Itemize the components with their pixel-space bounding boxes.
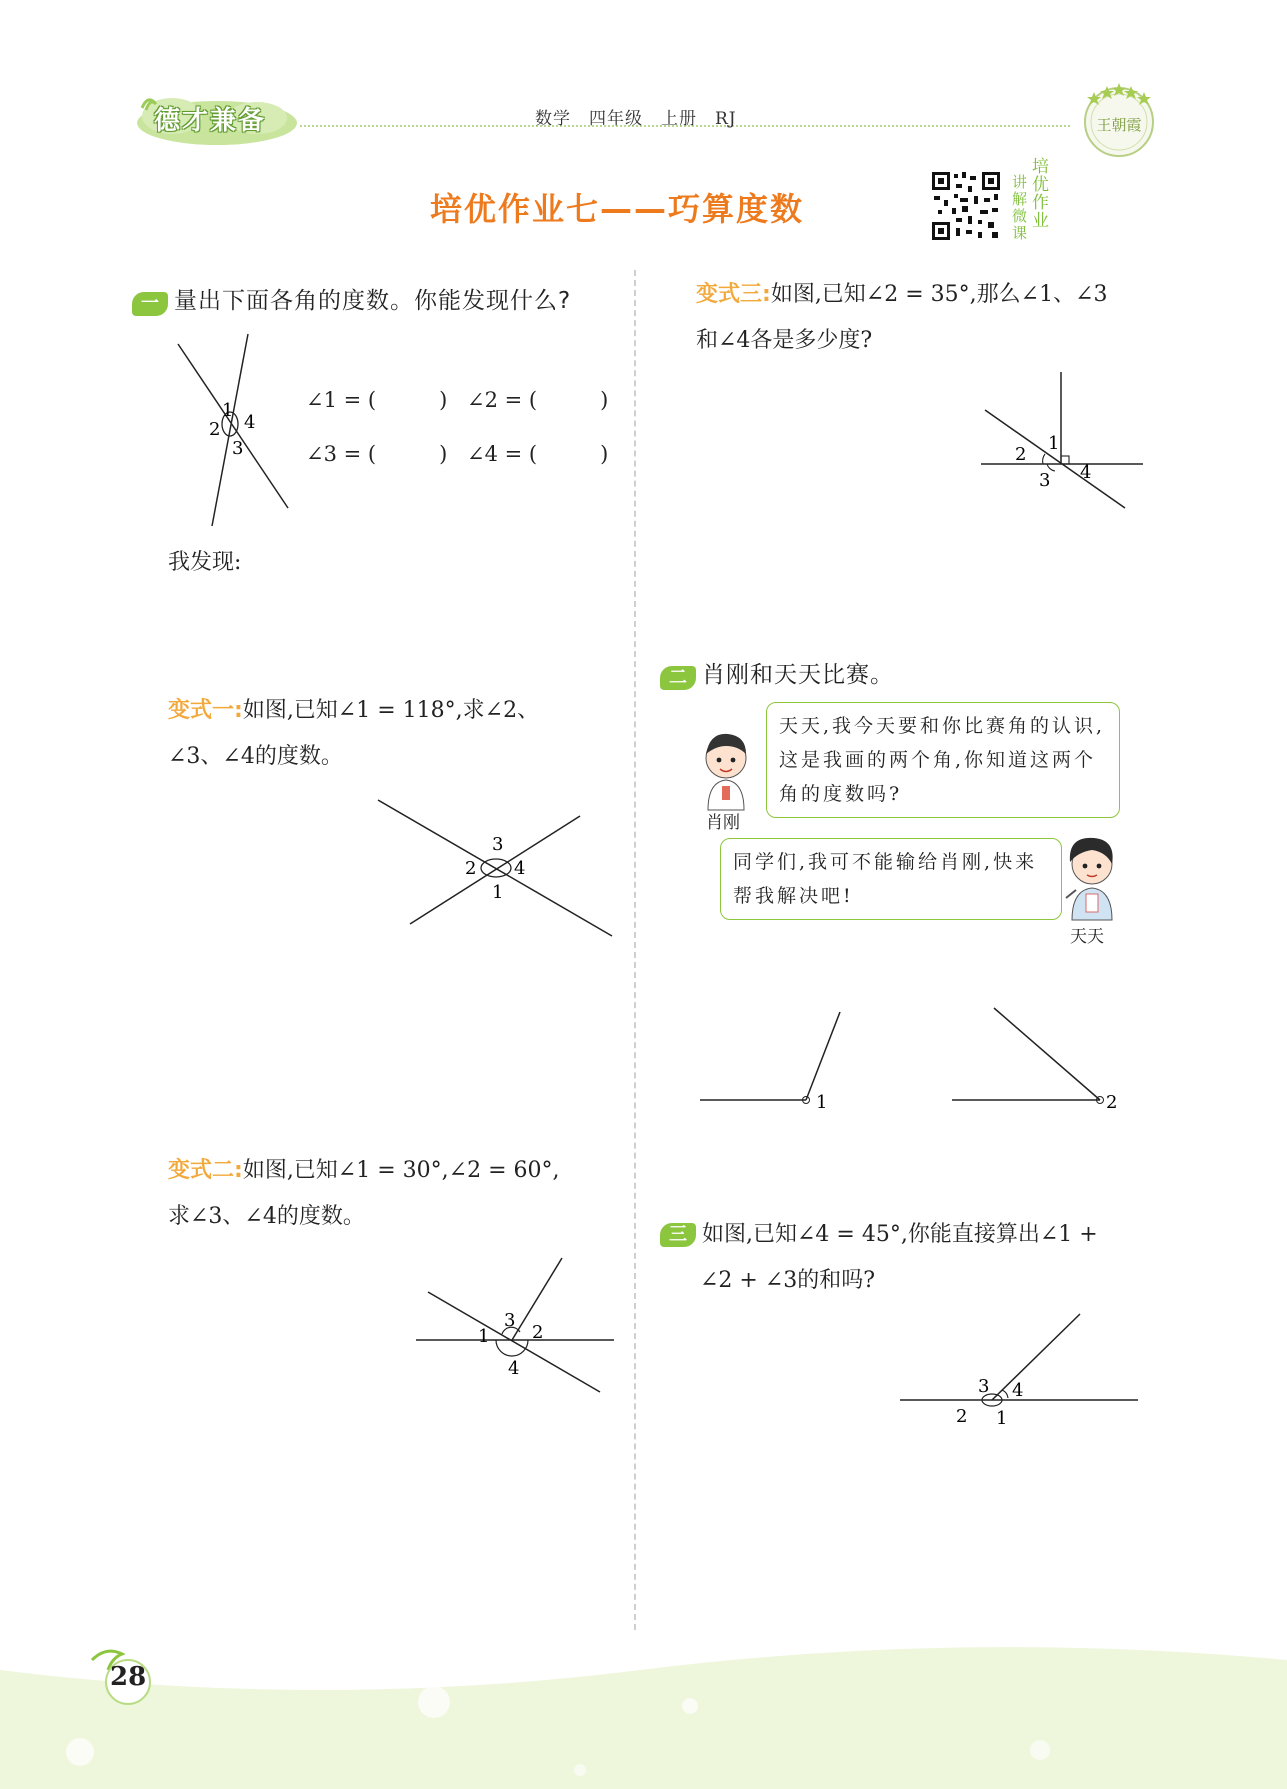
variant3-text [696,272,1176,364]
variant1-line2: ∠3、∠4的度数。 [168,744,343,769]
column-divider [634,270,636,1630]
v2-fig-label-3: 3 [504,1310,516,1331]
q2-heading [660,656,894,690]
xiaogang-avatar [692,732,762,812]
q1-discover: 我发现: [168,550,242,575]
qr-label-2: 讲解微课 [1012,173,1028,242]
variant2-text [168,1148,628,1240]
q3-fig-label-4: 4 [1012,1380,1024,1401]
v2-fig-label-1: 1 [478,1326,490,1347]
variant3-line1: 如图,已知∠2 = 35°,那么∠1、∠3 [770,282,1108,307]
v1-fig-label-2: 2 [465,858,477,879]
v1-fig-label-4: 4 [514,858,526,879]
v2-fig-label-4: 4 [508,1358,520,1379]
q2-tag: 二 [660,666,696,690]
v2-fig-label-2: 2 [532,1322,544,1343]
q1-tag: 一 [132,292,168,316]
variant2-figure [410,1250,620,1395]
q1-answer-3[interactable]: ∠3 = ( ) [306,442,448,466]
qr-code[interactable] [930,170,1002,242]
q3-tag: 三 [660,1223,696,1247]
q2-angle-label-1: 1 [816,1092,828,1113]
q1-fig-label-3: 3 [232,438,244,459]
v3-fig-label-4: 4 [1080,462,1092,483]
brand-text: 德才兼备 [154,106,267,136]
q3-text [660,1212,1180,1304]
q3-fig-label-1: 1 [996,1408,1008,1428]
v3-fig-label-1: 1 [1048,433,1060,454]
q3-line1: 如图,已知∠4 = 45°,你能直接算出∠1 + [702,1222,1098,1247]
v1-fig-label-1: 1 [492,882,504,903]
q1-answer-4[interactable]: ∠4 = ( ) [467,442,609,466]
q2-angle-2 [948,1002,1128,1114]
q3-line2: ∠2 + ∠3的和吗? [700,1268,876,1293]
variant3-line2: 和∠4各是多少度? [696,328,873,353]
publisher-seal [1078,78,1160,160]
header-subtitle: 数学 四年级 上册 RJ [535,109,737,129]
variant1-text [168,688,628,780]
v3-fig-label-2: 2 [1015,444,1027,465]
footer-wave [0,1640,1287,1789]
v1-fig-label-3: 3 [492,834,504,855]
seal-icon [1078,78,1160,160]
q2-angle-1 [696,1002,856,1114]
q1-title: 量出下面各角的度数。你能发现什么? [174,288,572,314]
q1-figure [170,330,310,530]
variant2-line1: 如图,已知∠1 = 30°,∠2 = 60°, [242,1158,560,1183]
q3-fig-label-2: 2 [956,1406,968,1427]
variant1-label: 变式一: [168,698,243,723]
variant2-label: 变式二: [168,1158,243,1183]
q1-fig-label-1: 1 [222,400,234,421]
q2-title: 肖刚和天天比赛。 [702,662,894,688]
variant1-line1: 如图,已知∠1 = 118°,求∠2、 [242,698,540,723]
speaker-2-name: 天天 [1070,927,1104,947]
qr-label-1: 培优作业 [1032,157,1049,231]
q3-figure [896,1308,1142,1428]
tiantian-avatar [1056,836,1126,922]
speaker-1-name: 肖刚 [706,813,740,833]
q1-fig-label-2: 2 [209,419,221,440]
variant2-line2: 求∠3、∠4的度数。 [168,1204,365,1229]
q1-heading [132,282,571,316]
v3-fig-label-3: 3 [1039,470,1051,491]
speech-bubble-1: 天天,我今天要和你比赛角的认识,这是我画的两个角,你知道这两个角的度数吗? [766,702,1120,818]
brand-logo [132,88,302,148]
q1-answer-2[interactable]: ∠2 = ( ) [467,388,609,412]
variant3-label: 变式三: [696,282,771,307]
q1-answer-1[interactable]: ∠1 = ( ) [306,388,448,412]
variant3-figure [975,368,1150,513]
seal-text: 王朝霞 [1096,116,1142,134]
q2-angle-label-2: 2 [1106,1092,1118,1113]
q3-fig-label-3: 3 [978,1376,990,1397]
speech-bubble-2: 同学们,我可不能输给肖刚,快来帮我解决吧! [720,838,1062,920]
variant1-figure [370,790,620,940]
qr-code-icon [930,170,1002,242]
q1-fig-label-4: 4 [244,412,256,433]
page-number: 28 [110,1662,147,1692]
page-title: 培优作业七——巧算度数 [430,190,805,228]
